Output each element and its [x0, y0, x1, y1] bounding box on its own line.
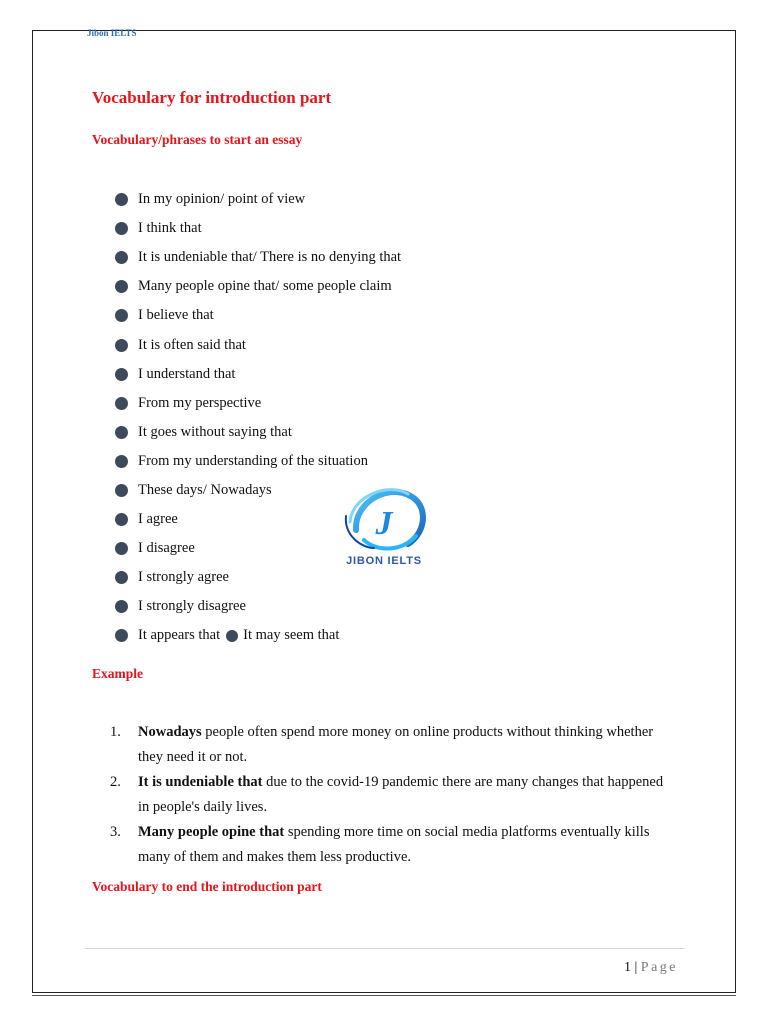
bullet-icon: [115, 484, 128, 497]
bullet-icon: [115, 280, 128, 293]
bullet-icon: [115, 542, 128, 555]
bullet-icon: [115, 222, 128, 235]
example-list: [110, 720, 670, 870]
footer-separator: |: [634, 960, 638, 975]
list-item: I disagree: [115, 534, 401, 563]
end-heading: Vocabulary to end the introduction part: [92, 879, 322, 894]
jibon-ielts-logo: [336, 478, 432, 570]
list-item: From my perspective: [115, 389, 401, 418]
list-item: I believe that: [115, 301, 401, 330]
item-number: 3.: [110, 824, 121, 840]
list-item: It appears that It may seem that: [115, 621, 401, 650]
bottom-rule: [32, 995, 736, 996]
logo-letter: J: [375, 505, 393, 542]
bullet-icon: [115, 629, 128, 642]
bullet-icon: [115, 397, 128, 410]
bullet-icon: [115, 600, 128, 613]
phrase-list: [115, 185, 401, 651]
list-item: [110, 720, 670, 770]
bullet-icon: [115, 193, 128, 206]
bullet-icon: [115, 455, 128, 468]
bullet-icon: [115, 368, 128, 381]
list-item: These days/ Nowadays: [115, 476, 401, 505]
list-item: In my opinion/ point of view: [115, 185, 401, 214]
logo-icon: [336, 478, 432, 570]
page-footer: [624, 960, 678, 976]
footer-divider: [85, 948, 685, 949]
list-item: I strongly disagree: [115, 592, 401, 621]
example-text: Nowadays people often spend more money on online products without thinking whether they need it or not.: [138, 724, 654, 765]
page-number: 1: [623, 960, 631, 975]
bullet-icon: [115, 251, 128, 264]
list-item: [110, 820, 670, 870]
list-item: Many people opine that/ some people claim: [115, 272, 401, 301]
list-item: I think that: [115, 214, 401, 243]
logo-text: JIBON IELTS: [346, 555, 422, 567]
example-text: Many people opine that spending more time on social media platforms eventually kills many of them and makes them less productive.: [138, 824, 650, 865]
list-item: I strongly agree: [115, 563, 401, 592]
bullet-icon: [226, 630, 238, 642]
header-label: Jibon IELTS: [87, 28, 137, 38]
list-item: It is undeniable that/ There is no denying that: [115, 243, 401, 272]
list-item: It goes without saying that: [115, 418, 401, 447]
list-item: From my understanding of the situation: [115, 447, 401, 476]
list-item: I understand that: [115, 360, 401, 389]
example-heading: Example: [92, 666, 144, 681]
bullet-icon: [115, 339, 128, 352]
item-number: 1.: [110, 724, 121, 740]
bullet-icon: [115, 513, 128, 526]
page-title: Vocabulary for introduction part: [92, 88, 332, 107]
example-text: It is undeniable that due to the covid-19 pandemic there are many changes that happened in people's daily lives.: [138, 774, 664, 815]
bullet-icon: [115, 309, 128, 322]
page-label: Page: [640, 960, 678, 975]
list-item: [110, 770, 670, 820]
item-number: 2.: [110, 774, 121, 790]
list-item: I agree: [115, 505, 401, 534]
bullet-icon: [115, 571, 128, 584]
list-item: It is often said that: [115, 330, 401, 359]
section-subtitle: Vocabulary/phrases to start an essay: [92, 132, 303, 147]
bullet-icon: [115, 426, 128, 439]
